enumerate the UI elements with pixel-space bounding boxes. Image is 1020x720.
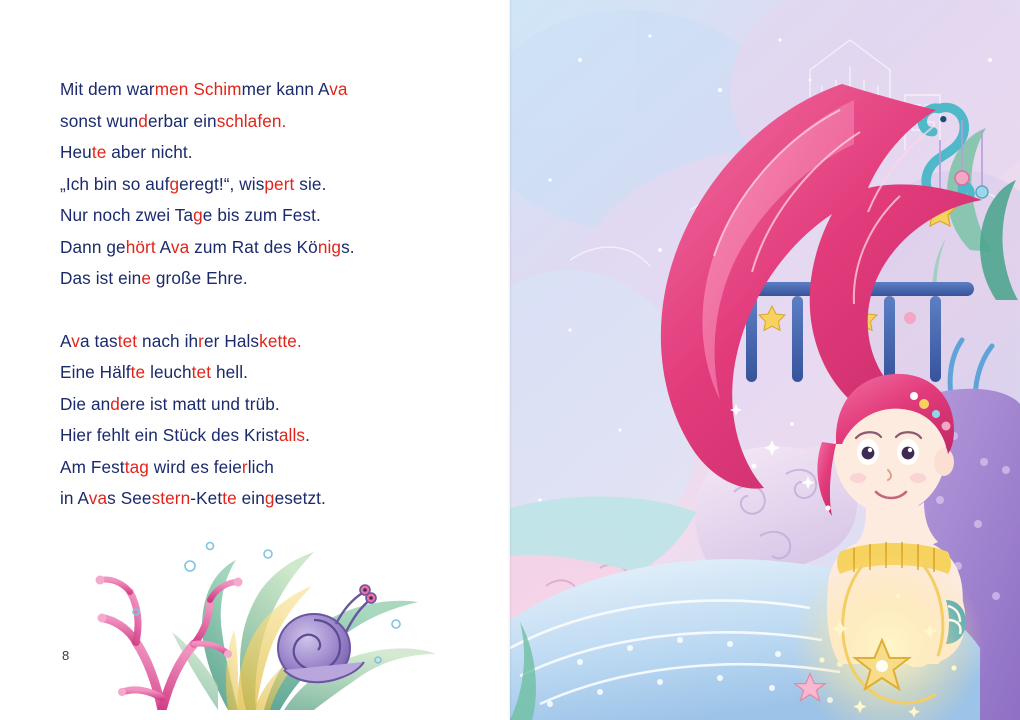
text-span: v [71,330,80,351]
text-span: d [110,393,120,414]
mermaid-in-bed-illustration [510,0,1020,720]
text-span: Dann ge [60,236,126,257]
text-span: te [222,488,237,508]
text-span: wird es feie [148,456,242,477]
text-span: A [155,236,171,257]
page-number: 8 [62,648,70,663]
text-span: eregt!“, wis [179,173,265,194]
text-span: d [138,110,148,131]
text-span: nach ih [137,330,199,351]
text-span: ere ist matt und trüb. [119,393,280,414]
text-span: s. [341,236,355,257]
text-span: g [169,173,180,194]
text-span: lich [247,456,274,477]
text-span: alls [278,425,306,445]
text-span: ein [236,488,265,508]
seaweed-and-snail-illustration [78,520,438,710]
text-span: in A [60,488,89,508]
text-span: -Ket [190,488,223,508]
text-span: Am Fest [60,456,125,477]
text-span: esetzt. [274,488,326,508]
text-span: pert [264,173,295,194]
text-span: g [264,488,275,508]
text-span: va [88,488,108,508]
text-span: va [329,79,348,99]
text-span: g [193,205,203,225]
text-span: tag [124,456,149,477]
text-span: leuch [145,362,192,382]
text-span: erbar ein [147,110,217,131]
text-span: mer kann A [241,79,330,99]
text-line [60,169,460,201]
text-span: „Ich bin so auf [60,173,170,194]
text-line [60,420,460,452]
text-span: sonst wun [60,110,139,131]
story-text [60,74,460,515]
text-span: a tas [79,330,118,351]
text-span: men Schim [154,79,242,99]
text-span: hell. [211,362,248,382]
paragraph-spacer [60,295,460,326]
text-span: Eine Hälf [60,362,131,382]
text-line [60,357,460,389]
text-span: r [198,330,204,351]
text-span: stern [151,488,191,508]
text-span: Die an [60,393,111,414]
text-span: er Hals [203,330,260,351]
text-span: nig [317,236,342,257]
text-line [60,232,460,264]
text-span: Heu [60,142,92,162]
text-line [60,483,460,515]
text-span: . [305,425,310,445]
text-span: e [141,268,152,288]
text-span: tet [117,330,138,351]
paragraph-2 [60,326,460,515]
text-span: zum Rat des Kö [189,236,318,257]
text-span: te [130,362,146,382]
paragraph-1 [60,74,460,295]
text-line [60,389,460,421]
text-span: Nur noch zwei Ta [60,205,194,225]
text-span: schlafen. [216,110,287,131]
text-line [60,452,460,484]
text-span: e bis zum Fest. [202,205,321,225]
text-line [60,137,460,169]
text-span: s See [107,488,152,508]
text-span: r [241,456,248,477]
text-span: Mit dem war [60,79,155,99]
text-span: kette. [259,330,302,351]
text-span: te [91,142,107,162]
text-span: große Ehre. [151,268,248,288]
text-line [60,106,460,138]
text-line [60,200,460,232]
text-line [60,263,460,295]
text-span: aber nicht. [106,142,193,162]
text-line [60,74,460,106]
text-span: tet [191,362,212,382]
text-span: Hier fehlt ein Stück des Krist [60,425,279,445]
text-span: sie. [294,173,327,194]
right-page-illustration [510,0,1020,720]
text-span: va [170,236,190,257]
text-line [60,326,460,358]
text-span: Das ist ein [60,268,142,288]
text-span: A [60,330,72,351]
text-span: hört [125,236,156,257]
